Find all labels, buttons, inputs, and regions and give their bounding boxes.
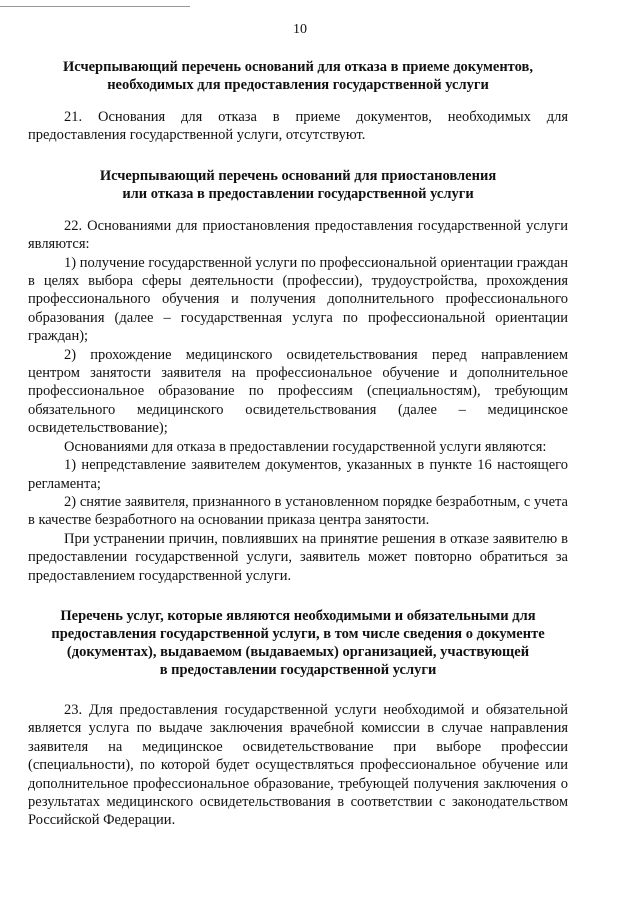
document-body <box>28 58 568 830</box>
page-number: 10 <box>293 22 307 37</box>
section-2-heading <box>28 167 568 203</box>
paragraph-23: 23. Для предоставления государственной услуги необходимой и обязательной является услуга по выдаче заключения врачебной комиссии в случае направления заявителя на медицинское освидетельствование при выборе профессии (специальности), по которой будет осуществляться профессиональное обучение или дополнительное профессиональное образование, требующей получения заключения о результатах медицинского освидетельствования в соответствии с законодательством Российской Федерации. <box>28 701 568 829</box>
heading-line: Исчерпывающий перечень оснований для приостановления <box>99 167 497 184</box>
section-1-heading <box>28 58 568 94</box>
paragraph-22: 22. Основаниями для приостановления предоставления государственной услуги являются: <box>28 217 568 253</box>
top-edge-line <box>0 6 190 7</box>
reapply-paragraph: При устранении причин, повлиявших на принятие решения в отказе заявителю в предоставлении государственной услуги, заявитель может повторно обратиться за предоставлением государственной услуги. <box>28 530 568 584</box>
heading-line: (документах), выдаваемом (выдаваемых) организацией, участвующей <box>66 643 530 660</box>
heading-line: в предоставлении государственной услуги <box>159 661 437 678</box>
heading-line: Исчерпывающий перечень оснований для отказа в приеме документов, <box>63 59 533 75</box>
refusal-ground-1: 1) непредставление заявителем документов, указанных в пункте 16 настоящего регламента; <box>28 457 568 492</box>
paragraph-22-item-1: 1) получение государственной услуги по профессиональной ориентации граждан в целях выбора сферы деятельности (профессии), трудоустройства, прохождения профессионального обучения и получения дополнительного профессионального образования (далее – государственная услуга по профессиональной ориентации граждан); <box>28 254 568 345</box>
refusal-ground-2: 2) снятие заявителя, признанного в установленном порядке безработным, с учета в качестве безработного на основании приказа центра занятости. <box>28 493 568 529</box>
heading-line: предоставления государственной услуги, в том числе сведения о документе <box>51 625 545 642</box>
heading-line: Перечень услуг, которые являются необходимыми и обязательными для <box>60 607 536 624</box>
section-3-heading <box>28 607 568 679</box>
paragraph-22-item-2: 2) прохождение медицинского освидетельствования перед направлением центром занятости заявителя на профессиональное обучение и дополнительное профессиональное образование по профессиям (специальностям), требующим обязательного медицинского освидетельствования (далее – медицинское освидетельствование); <box>28 346 568 437</box>
paragraph-21: 21. Основания для отказа в приеме документов, необходимых для предоставления государственной услуги, отсутствуют. <box>28 109 568 144</box>
heading-line: необходимых для предоставления государственной услуги <box>107 77 489 93</box>
refusal-grounds-intro: Основаниями для отказа в предоставлении государственной услуги являются: <box>64 438 547 455</box>
heading-line: или отказа в предоставлении государственной услуги <box>122 185 474 202</box>
